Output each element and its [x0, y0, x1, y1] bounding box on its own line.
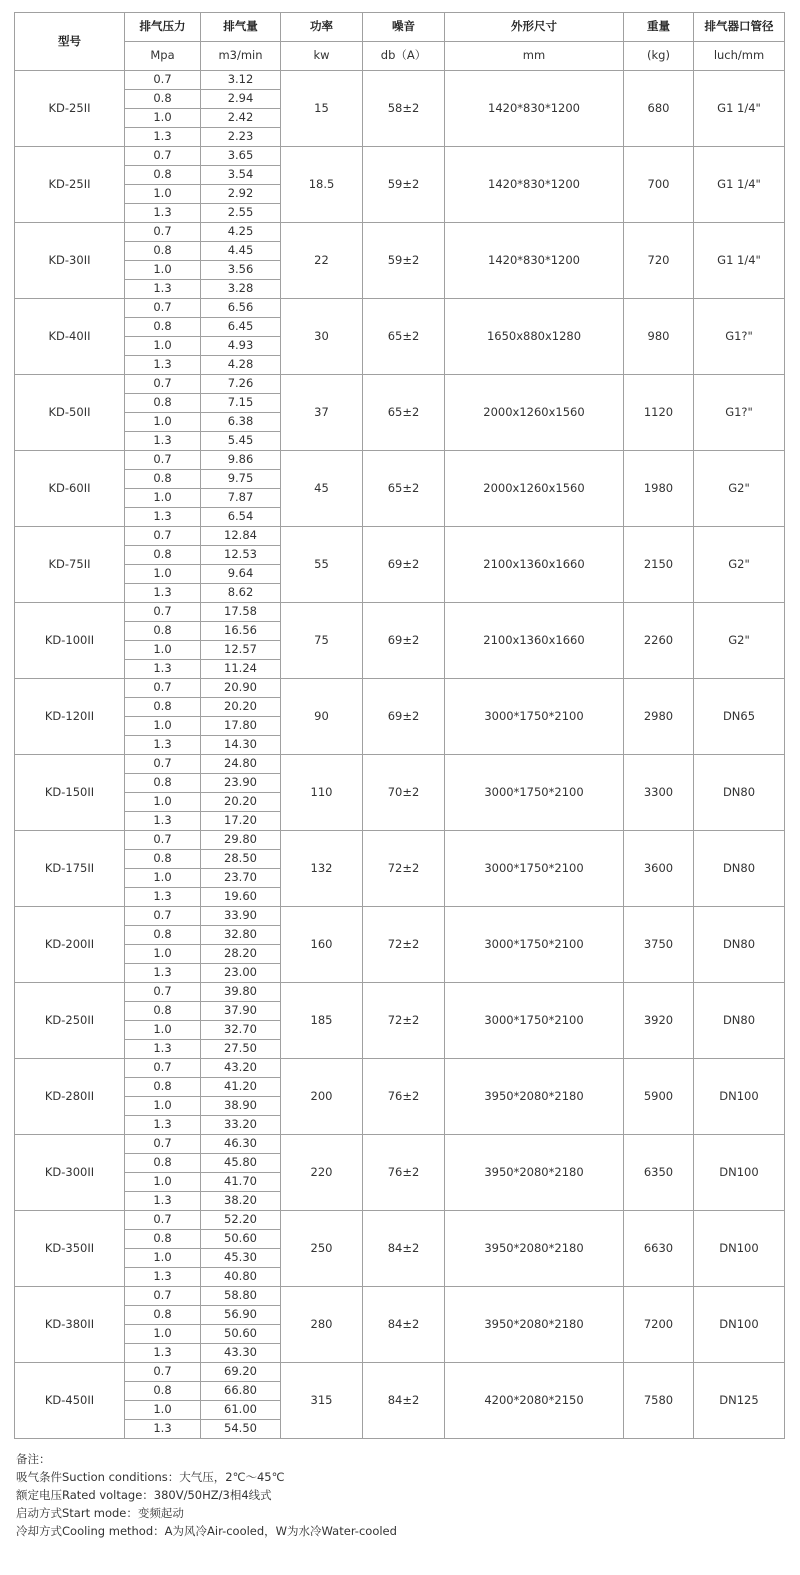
cell-pressure: 0.8: [125, 394, 201, 413]
cell-noise: 59±2: [363, 223, 445, 299]
cell-flow: 46.30: [201, 1135, 281, 1154]
cell-weight: 3920: [624, 983, 694, 1059]
cell-pressure: 0.8: [125, 774, 201, 793]
cell-model: KD-350II: [15, 1211, 125, 1287]
cell-pressure: 1.3: [125, 736, 201, 755]
cell-flow: 11.24: [201, 660, 281, 679]
cell-flow: 7.26: [201, 375, 281, 394]
cell-pressure: 1.0: [125, 1325, 201, 1344]
cell-flow: 20.20: [201, 698, 281, 717]
table-row: [15, 147, 785, 166]
header-power-unit: kw: [281, 42, 363, 71]
cell-power: 22: [281, 223, 363, 299]
cell-pressure: 1.0: [125, 337, 201, 356]
cell-flow: 17.80: [201, 717, 281, 736]
table-row: [15, 451, 785, 470]
cell-noise: 84±2: [363, 1287, 445, 1363]
cell-flow: 4.28: [201, 356, 281, 375]
cell-outlet: G1 1/4": [694, 71, 785, 147]
cell-flow: 45.80: [201, 1154, 281, 1173]
cell-flow: 61.00: [201, 1401, 281, 1420]
cell-flow: 3.12: [201, 71, 281, 90]
notes-title: 备注：: [16, 1452, 51, 1466]
cell-size: 2100x1360x1660: [445, 527, 624, 603]
table-row: [15, 1363, 785, 1382]
cell-noise: 69±2: [363, 527, 445, 603]
cell-flow: 19.60: [201, 888, 281, 907]
cell-pressure: 0.7: [125, 451, 201, 470]
header-size-unit: mm: [445, 42, 624, 71]
cell-pressure: 1.0: [125, 641, 201, 660]
cell-pressure: 0.8: [125, 622, 201, 641]
cell-power: 110: [281, 755, 363, 831]
cell-flow: 4.45: [201, 242, 281, 261]
cell-outlet: DN100: [694, 1059, 785, 1135]
table-row: [15, 223, 785, 242]
cell-flow: 17.58: [201, 603, 281, 622]
cell-power: 45: [281, 451, 363, 527]
cell-weight: 6630: [624, 1211, 694, 1287]
cell-size: 3000*1750*2100: [445, 755, 624, 831]
cell-flow: 29.80: [201, 831, 281, 850]
cell-flow: 23.90: [201, 774, 281, 793]
cell-size: 4200*2080*2150: [445, 1363, 624, 1439]
cell-pressure: 0.8: [125, 698, 201, 717]
cell-model: KD-280II: [15, 1059, 125, 1135]
cell-noise: 65±2: [363, 299, 445, 375]
cell-outlet: DN80: [694, 831, 785, 907]
cell-flow: 52.20: [201, 1211, 281, 1230]
cell-power: 90: [281, 679, 363, 755]
cell-pressure: 0.8: [125, 926, 201, 945]
cell-outlet: G2": [694, 603, 785, 679]
cell-model: KD-25II: [15, 147, 125, 223]
table-row: [15, 755, 785, 774]
cell-noise: 69±2: [363, 679, 445, 755]
cell-pressure: 0.8: [125, 850, 201, 869]
cell-model: KD-40II: [15, 299, 125, 375]
cell-pressure: 1.0: [125, 1401, 201, 1420]
cell-flow: 9.64: [201, 565, 281, 584]
cell-weight: 7580: [624, 1363, 694, 1439]
cell-noise: 84±2: [363, 1211, 445, 1287]
cell-noise: 70±2: [363, 755, 445, 831]
cell-pressure: 0.7: [125, 907, 201, 926]
cell-pressure: 0.7: [125, 755, 201, 774]
cell-pressure: 1.3: [125, 660, 201, 679]
cell-weight: 3750: [624, 907, 694, 983]
cell-pressure: 0.7: [125, 223, 201, 242]
cell-noise: 65±2: [363, 451, 445, 527]
cell-pressure: 0.7: [125, 299, 201, 318]
cell-pressure: 0.7: [125, 527, 201, 546]
cell-pressure: 0.7: [125, 603, 201, 622]
header-weight-unit: (kg): [624, 42, 694, 71]
table-row: [15, 71, 785, 90]
cell-flow: 7.15: [201, 394, 281, 413]
cell-size: 3950*2080*2180: [445, 1059, 624, 1135]
table-row: [15, 831, 785, 850]
cell-power: 18.5: [281, 147, 363, 223]
cell-flow: 6.54: [201, 508, 281, 527]
cell-model: KD-50II: [15, 375, 125, 451]
cell-model: KD-100II: [15, 603, 125, 679]
cell-size: 3950*2080*2180: [445, 1211, 624, 1287]
cell-pressure: 1.0: [125, 793, 201, 812]
cell-weight: 6350: [624, 1135, 694, 1211]
cell-pressure: 1.0: [125, 565, 201, 584]
cell-flow: 12.84: [201, 527, 281, 546]
header-pressure: 排气压力: [125, 13, 201, 42]
cell-pressure: 1.3: [125, 1268, 201, 1287]
cell-outlet: G2": [694, 527, 785, 603]
cell-size: 3950*2080*2180: [445, 1287, 624, 1363]
cell-pressure: 1.3: [125, 964, 201, 983]
cell-pressure: 1.3: [125, 1420, 201, 1439]
cell-pressure: 1.3: [125, 280, 201, 299]
cell-flow: 6.45: [201, 318, 281, 337]
cell-noise: 69±2: [363, 603, 445, 679]
cell-pressure: 0.7: [125, 1211, 201, 1230]
header-pressure-unit: Mpa: [125, 42, 201, 71]
table-row: [15, 527, 785, 546]
cell-power: 75: [281, 603, 363, 679]
cell-model: KD-60II: [15, 451, 125, 527]
cell-flow: 32.80: [201, 926, 281, 945]
cell-noise: 84±2: [363, 1363, 445, 1439]
cell-pressure: 1.3: [125, 584, 201, 603]
cell-pressure: 0.7: [125, 1363, 201, 1382]
cell-weight: 1980: [624, 451, 694, 527]
cell-pressure: 1.3: [125, 1192, 201, 1211]
cell-pressure: 0.8: [125, 1154, 201, 1173]
table-row: [15, 375, 785, 394]
cell-pressure: 1.0: [125, 869, 201, 888]
cell-outlet: DN80: [694, 907, 785, 983]
cell-flow: 45.30: [201, 1249, 281, 1268]
cell-outlet: G1 1/4": [694, 223, 785, 299]
cell-pressure: 1.3: [125, 128, 201, 147]
cell-size: 2000x1260x1560: [445, 375, 624, 451]
cell-flow: 3.28: [201, 280, 281, 299]
cell-pressure: 0.8: [125, 90, 201, 109]
cell-noise: 72±2: [363, 831, 445, 907]
cell-pressure: 0.8: [125, 1382, 201, 1401]
note-start-mode: 启动方式Start mode：变频起动: [16, 1506, 184, 1520]
notes-section: [16, 1450, 786, 1540]
cell-pressure: 0.7: [125, 1135, 201, 1154]
cell-noise: 72±2: [363, 907, 445, 983]
cell-power: 55: [281, 527, 363, 603]
cell-outlet: G1?": [694, 299, 785, 375]
cell-model: KD-250II: [15, 983, 125, 1059]
cell-flow: 27.50: [201, 1040, 281, 1059]
cell-pressure: 1.0: [125, 413, 201, 432]
cell-flow: 6.56: [201, 299, 281, 318]
cell-flow: 4.25: [201, 223, 281, 242]
header-weight: 重量: [624, 13, 694, 42]
cell-flow: 24.80: [201, 755, 281, 774]
cell-power: 315: [281, 1363, 363, 1439]
cell-weight: 680: [624, 71, 694, 147]
cell-power: 280: [281, 1287, 363, 1363]
cell-pressure: 0.8: [125, 1230, 201, 1249]
cell-flow: 38.90: [201, 1097, 281, 1116]
cell-flow: 3.56: [201, 261, 281, 280]
cell-flow: 50.60: [201, 1325, 281, 1344]
cell-flow: 66.80: [201, 1382, 281, 1401]
cell-noise: 76±2: [363, 1135, 445, 1211]
header-power: 功率: [281, 13, 363, 42]
table-row: [15, 907, 785, 926]
cell-size: 3000*1750*2100: [445, 679, 624, 755]
cell-pressure: 1.0: [125, 489, 201, 508]
cell-pressure: 1.3: [125, 1116, 201, 1135]
cell-flow: 56.90: [201, 1306, 281, 1325]
cell-flow: 32.70: [201, 1021, 281, 1040]
cell-pressure: 0.7: [125, 375, 201, 394]
header-outlet-unit: luch/mm: [694, 42, 785, 71]
cell-size: 3000*1750*2100: [445, 983, 624, 1059]
cell-flow: 38.20: [201, 1192, 281, 1211]
cell-outlet: DN100: [694, 1135, 785, 1211]
note-voltage: 额定电压Rated voltage：380V/50HZ/3相4线式: [16, 1488, 272, 1502]
cell-weight: 3600: [624, 831, 694, 907]
cell-pressure: 1.3: [125, 356, 201, 375]
cell-flow: 6.38: [201, 413, 281, 432]
cell-weight: 2150: [624, 527, 694, 603]
cell-weight: 2260: [624, 603, 694, 679]
cell-power: 37: [281, 375, 363, 451]
table-row: [15, 679, 785, 698]
cell-flow: 12.53: [201, 546, 281, 565]
cell-pressure: 0.7: [125, 1059, 201, 1078]
cell-model: KD-300II: [15, 1135, 125, 1211]
cell-flow: 28.20: [201, 945, 281, 964]
table-row: [15, 983, 785, 1002]
cell-model: KD-200II: [15, 907, 125, 983]
cell-flow: 4.93: [201, 337, 281, 356]
cell-noise: 58±2: [363, 71, 445, 147]
cell-outlet: DN100: [694, 1287, 785, 1363]
cell-size: 3950*2080*2180: [445, 1135, 624, 1211]
cell-flow: 9.75: [201, 470, 281, 489]
cell-flow: 28.50: [201, 850, 281, 869]
cell-flow: 2.42: [201, 109, 281, 128]
cell-model: KD-25II: [15, 71, 125, 147]
cell-pressure: 1.3: [125, 432, 201, 451]
cell-flow: 20.90: [201, 679, 281, 698]
cell-pressure: 0.8: [125, 546, 201, 565]
cell-pressure: 1.0: [125, 717, 201, 736]
cell-flow: 20.20: [201, 793, 281, 812]
table-row: [15, 1211, 785, 1230]
cell-pressure: 1.0: [125, 109, 201, 128]
cell-power: 132: [281, 831, 363, 907]
cell-pressure: 1.3: [125, 1344, 201, 1363]
spec-table-body: [15, 71, 785, 1439]
cell-pressure: 0.7: [125, 983, 201, 1002]
cell-power: 200: [281, 1059, 363, 1135]
cell-weight: 3300: [624, 755, 694, 831]
cell-size: 1420*830*1200: [445, 147, 624, 223]
cell-flow: 14.30: [201, 736, 281, 755]
cell-pressure: 0.7: [125, 147, 201, 166]
cell-flow: 2.92: [201, 185, 281, 204]
cell-flow: 9.86: [201, 451, 281, 470]
cell-flow: 33.90: [201, 907, 281, 926]
note-cooling: 冷却方式Cooling method：A为风冷Air-cooled，W为水冷Water-cooled: [16, 1524, 397, 1538]
cell-model: KD-120II: [15, 679, 125, 755]
cell-weight: 2980: [624, 679, 694, 755]
cell-outlet: DN65: [694, 679, 785, 755]
cell-flow: 43.30: [201, 1344, 281, 1363]
cell-model: KD-150II: [15, 755, 125, 831]
spec-table: [14, 12, 785, 1439]
cell-weight: 7200: [624, 1287, 694, 1363]
cell-flow: 33.20: [201, 1116, 281, 1135]
cell-flow: 40.80: [201, 1268, 281, 1287]
cell-pressure: 0.7: [125, 71, 201, 90]
cell-power: 160: [281, 907, 363, 983]
cell-outlet: G1 1/4": [694, 147, 785, 223]
cell-flow: 5.45: [201, 432, 281, 451]
cell-noise: 65±2: [363, 375, 445, 451]
cell-noise: 76±2: [363, 1059, 445, 1135]
cell-pressure: 0.8: [125, 1078, 201, 1097]
cell-flow: 7.87: [201, 489, 281, 508]
cell-pressure: 1.0: [125, 1249, 201, 1268]
cell-pressure: 1.0: [125, 185, 201, 204]
cell-model: KD-30II: [15, 223, 125, 299]
cell-pressure: 0.8: [125, 470, 201, 489]
cell-size: 3000*1750*2100: [445, 831, 624, 907]
cell-weight: 980: [624, 299, 694, 375]
cell-model: KD-175II: [15, 831, 125, 907]
cell-pressure: 1.0: [125, 1097, 201, 1116]
cell-weight: 700: [624, 147, 694, 223]
note-suction: 吸气条件Suction conditions：大气压，2℃～45℃: [16, 1470, 285, 1484]
cell-pressure: 0.8: [125, 166, 201, 185]
cell-size: 2100x1360x1660: [445, 603, 624, 679]
cell-pressure: 0.7: [125, 831, 201, 850]
cell-pressure: 1.3: [125, 508, 201, 527]
cell-flow: 39.80: [201, 983, 281, 1002]
table-row: [15, 1287, 785, 1306]
cell-size: 1650x880x1280: [445, 299, 624, 375]
cell-outlet: DN125: [694, 1363, 785, 1439]
cell-flow: 69.20: [201, 1363, 281, 1382]
cell-noise: 72±2: [363, 983, 445, 1059]
cell-flow: 23.70: [201, 869, 281, 888]
header-outlet: 排气器口管径: [694, 13, 785, 42]
cell-flow: 41.70: [201, 1173, 281, 1192]
cell-pressure: 1.0: [125, 1173, 201, 1192]
cell-flow: 37.90: [201, 1002, 281, 1021]
header-noise-unit: db（A）: [363, 42, 445, 71]
cell-pressure: 0.7: [125, 1287, 201, 1306]
cell-flow: 16.56: [201, 622, 281, 641]
cell-size: 2000x1260x1560: [445, 451, 624, 527]
table-row: [15, 299, 785, 318]
header-flow: 排气量: [201, 13, 281, 42]
cell-pressure: 1.3: [125, 1040, 201, 1059]
cell-pressure: 0.8: [125, 318, 201, 337]
cell-weight: 5900: [624, 1059, 694, 1135]
cell-flow: 43.20: [201, 1059, 281, 1078]
cell-outlet: DN80: [694, 755, 785, 831]
cell-flow: 2.55: [201, 204, 281, 223]
cell-power: 15: [281, 71, 363, 147]
cell-weight: 1120: [624, 375, 694, 451]
cell-pressure: 0.8: [125, 242, 201, 261]
cell-pressure: 1.3: [125, 812, 201, 831]
cell-outlet: DN100: [694, 1211, 785, 1287]
cell-power: 30: [281, 299, 363, 375]
cell-power: 185: [281, 983, 363, 1059]
cell-pressure: 1.0: [125, 945, 201, 964]
cell-pressure: 0.8: [125, 1306, 201, 1325]
cell-flow: 41.20: [201, 1078, 281, 1097]
cell-flow: 2.23: [201, 128, 281, 147]
cell-flow: 2.94: [201, 90, 281, 109]
cell-power: 220: [281, 1135, 363, 1211]
cell-outlet: G2": [694, 451, 785, 527]
cell-pressure: 0.7: [125, 679, 201, 698]
table-row: [15, 603, 785, 622]
table-row: [15, 1059, 785, 1078]
cell-flow: 12.57: [201, 641, 281, 660]
cell-size: 1420*830*1200: [445, 223, 624, 299]
cell-flow: 17.20: [201, 812, 281, 831]
cell-flow: 54.50: [201, 1420, 281, 1439]
cell-flow: 8.62: [201, 584, 281, 603]
cell-weight: 720: [624, 223, 694, 299]
cell-flow: 3.54: [201, 166, 281, 185]
cell-power: 250: [281, 1211, 363, 1287]
cell-flow: 50.60: [201, 1230, 281, 1249]
cell-flow: 3.65: [201, 147, 281, 166]
cell-flow: 58.80: [201, 1287, 281, 1306]
header-size: 外形尺寸: [445, 13, 624, 42]
cell-pressure: 1.3: [125, 888, 201, 907]
cell-model: KD-380II: [15, 1287, 125, 1363]
cell-pressure: 0.8: [125, 1002, 201, 1021]
cell-pressure: 1.0: [125, 261, 201, 280]
cell-model: KD-75II: [15, 527, 125, 603]
table-row: [15, 1135, 785, 1154]
cell-size: 1420*830*1200: [445, 71, 624, 147]
cell-flow: 23.00: [201, 964, 281, 983]
cell-pressure: 1.3: [125, 204, 201, 223]
header-model: 型号: [15, 13, 125, 71]
cell-pressure: 1.0: [125, 1021, 201, 1040]
cell-noise: 59±2: [363, 147, 445, 223]
cell-outlet: DN80: [694, 983, 785, 1059]
cell-outlet: G1?": [694, 375, 785, 451]
cell-model: KD-450II: [15, 1363, 125, 1439]
header-noise: 噪音: [363, 13, 445, 42]
cell-size: 3000*1750*2100: [445, 907, 624, 983]
header-flow-unit: m3/min: [201, 42, 281, 71]
